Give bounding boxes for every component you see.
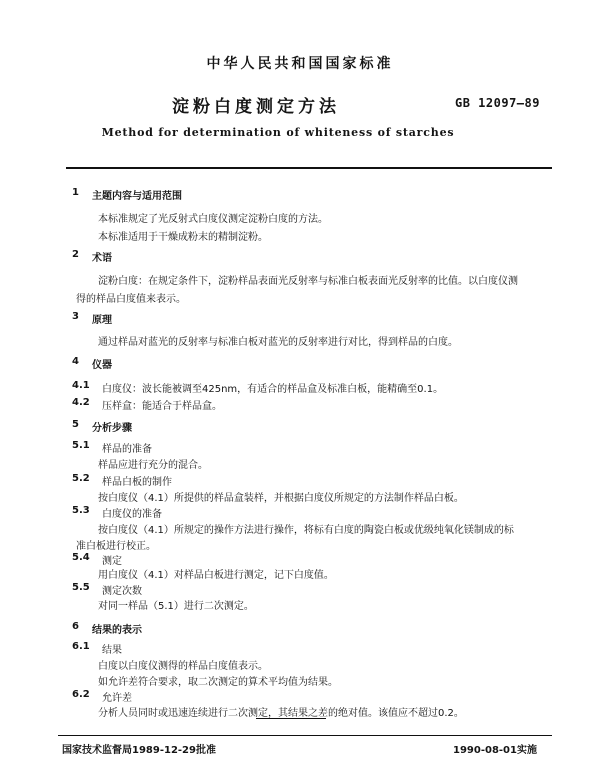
section-6-heading: 结果的表示 bbox=[92, 625, 142, 636]
section-3-paragraph: 通过样品对蓝光的反射率与标准白板对蓝光的反射率进行对比，得到样品的白度。 bbox=[98, 337, 458, 348]
clause-number: 4.2 bbox=[72, 397, 90, 408]
section-3-heading: 原理 bbox=[92, 315, 112, 326]
standard-code: GB 12097—89 bbox=[455, 96, 540, 110]
section-3-number: 3 bbox=[72, 311, 79, 322]
section-1-paragraph: 本标准规定了光反射式白度仪测定淀粉白度的方法。 bbox=[98, 214, 328, 225]
clause-number: 5.4 bbox=[72, 552, 90, 563]
header-divider bbox=[66, 167, 552, 169]
clause-text: 按白度仪（4.1）所规定的操作方法进行操作，将标有白度的陶瓷白板或优级纯氧化镁制成的标 bbox=[98, 525, 514, 536]
clause-text: 白度仪：波长能被调至425nm，有适合的样品盒及标准白板，能精确至0.1。 bbox=[102, 384, 444, 395]
effective-date: 1990-08-01实施 bbox=[453, 745, 537, 756]
section-2-number: 2 bbox=[72, 249, 79, 260]
clause-text: 白度以白度仪测得的样品白度值表示。 bbox=[98, 661, 268, 672]
section-1-number: 1 bbox=[72, 187, 79, 198]
clause-title: 样品白板的制作 bbox=[102, 477, 172, 488]
clause-text: 样品应进行充分的混合。 bbox=[98, 460, 208, 471]
section-2-heading: 术语 bbox=[92, 253, 112, 264]
clause-number: 6.2 bbox=[72, 689, 90, 700]
clause-title: 结果 bbox=[102, 645, 122, 656]
clause-text: 如允许差符合要求，取二次测定的算术平均值为结果。 bbox=[98, 677, 338, 688]
section-1-heading: 主题内容与适用范围 bbox=[92, 191, 182, 202]
approval-date: 国家技术监督局1989-12-29批准 bbox=[62, 745, 216, 756]
clause-number: 5.5 bbox=[72, 582, 90, 593]
clause-number: 6.1 bbox=[72, 641, 90, 652]
section-1-paragraph: 本标准适用于干燥成粉末的精制淀粉。 bbox=[98, 232, 268, 243]
clause-text: 压样盒：能适合于样品盒。 bbox=[102, 401, 222, 412]
clause-text: 按白度仪（4.1）所提供的样品盒装样，并根据白度仪所规定的方法制作样品白板。 bbox=[98, 493, 464, 504]
clause-number: 5.2 bbox=[72, 473, 90, 484]
section-2-paragraph: 得的样品白度值来表示。 bbox=[76, 294, 186, 305]
section-4-heading: 仪器 bbox=[92, 360, 112, 371]
clause-number: 5.1 bbox=[72, 440, 90, 451]
clause-text: 用白度仪（4.1）对样品白板进行测定，记下白度值。 bbox=[98, 570, 334, 581]
clause-text: 准白板进行校正。 bbox=[76, 541, 156, 552]
document-title-cn: 淀粉白度测定方法 bbox=[172, 97, 340, 117]
national-standard-label: 中华人民共和国国家标准 bbox=[206, 56, 394, 72]
section-4-number: 4 bbox=[72, 356, 79, 367]
clause-title: 测定次数 bbox=[102, 586, 142, 597]
clause-title: 白度仪的准备 bbox=[102, 509, 162, 520]
clause-text: 对同一样品（5.1）进行二次测定。 bbox=[98, 601, 254, 612]
clause-number: 5.3 bbox=[72, 505, 90, 516]
clause-number: 4.1 bbox=[72, 380, 90, 391]
section-6-number: 6 bbox=[72, 621, 79, 632]
section-5-number: 5 bbox=[72, 419, 79, 430]
clause-text: 分析人员同时或迅速连续进行二次测定，其结果之差的绝对值。该值应不超过0.2。 bbox=[98, 708, 464, 719]
clause-title: 测定 bbox=[102, 556, 122, 567]
clause-title: 样品的准备 bbox=[102, 444, 152, 455]
section-5-heading: 分析步骤 bbox=[92, 423, 132, 434]
footer-divider bbox=[58, 735, 552, 736]
clause-title: 允许差 bbox=[102, 693, 132, 704]
section-2-paragraph: 淀粉白度：在规定条件下，淀粉样品表面光反射率与标准白板表面光反射率的比值。以白度仪测 bbox=[98, 276, 518, 287]
end-divider bbox=[256, 718, 326, 719]
document-title-en: Method for determination of whiteness of starches bbox=[101, 126, 455, 139]
